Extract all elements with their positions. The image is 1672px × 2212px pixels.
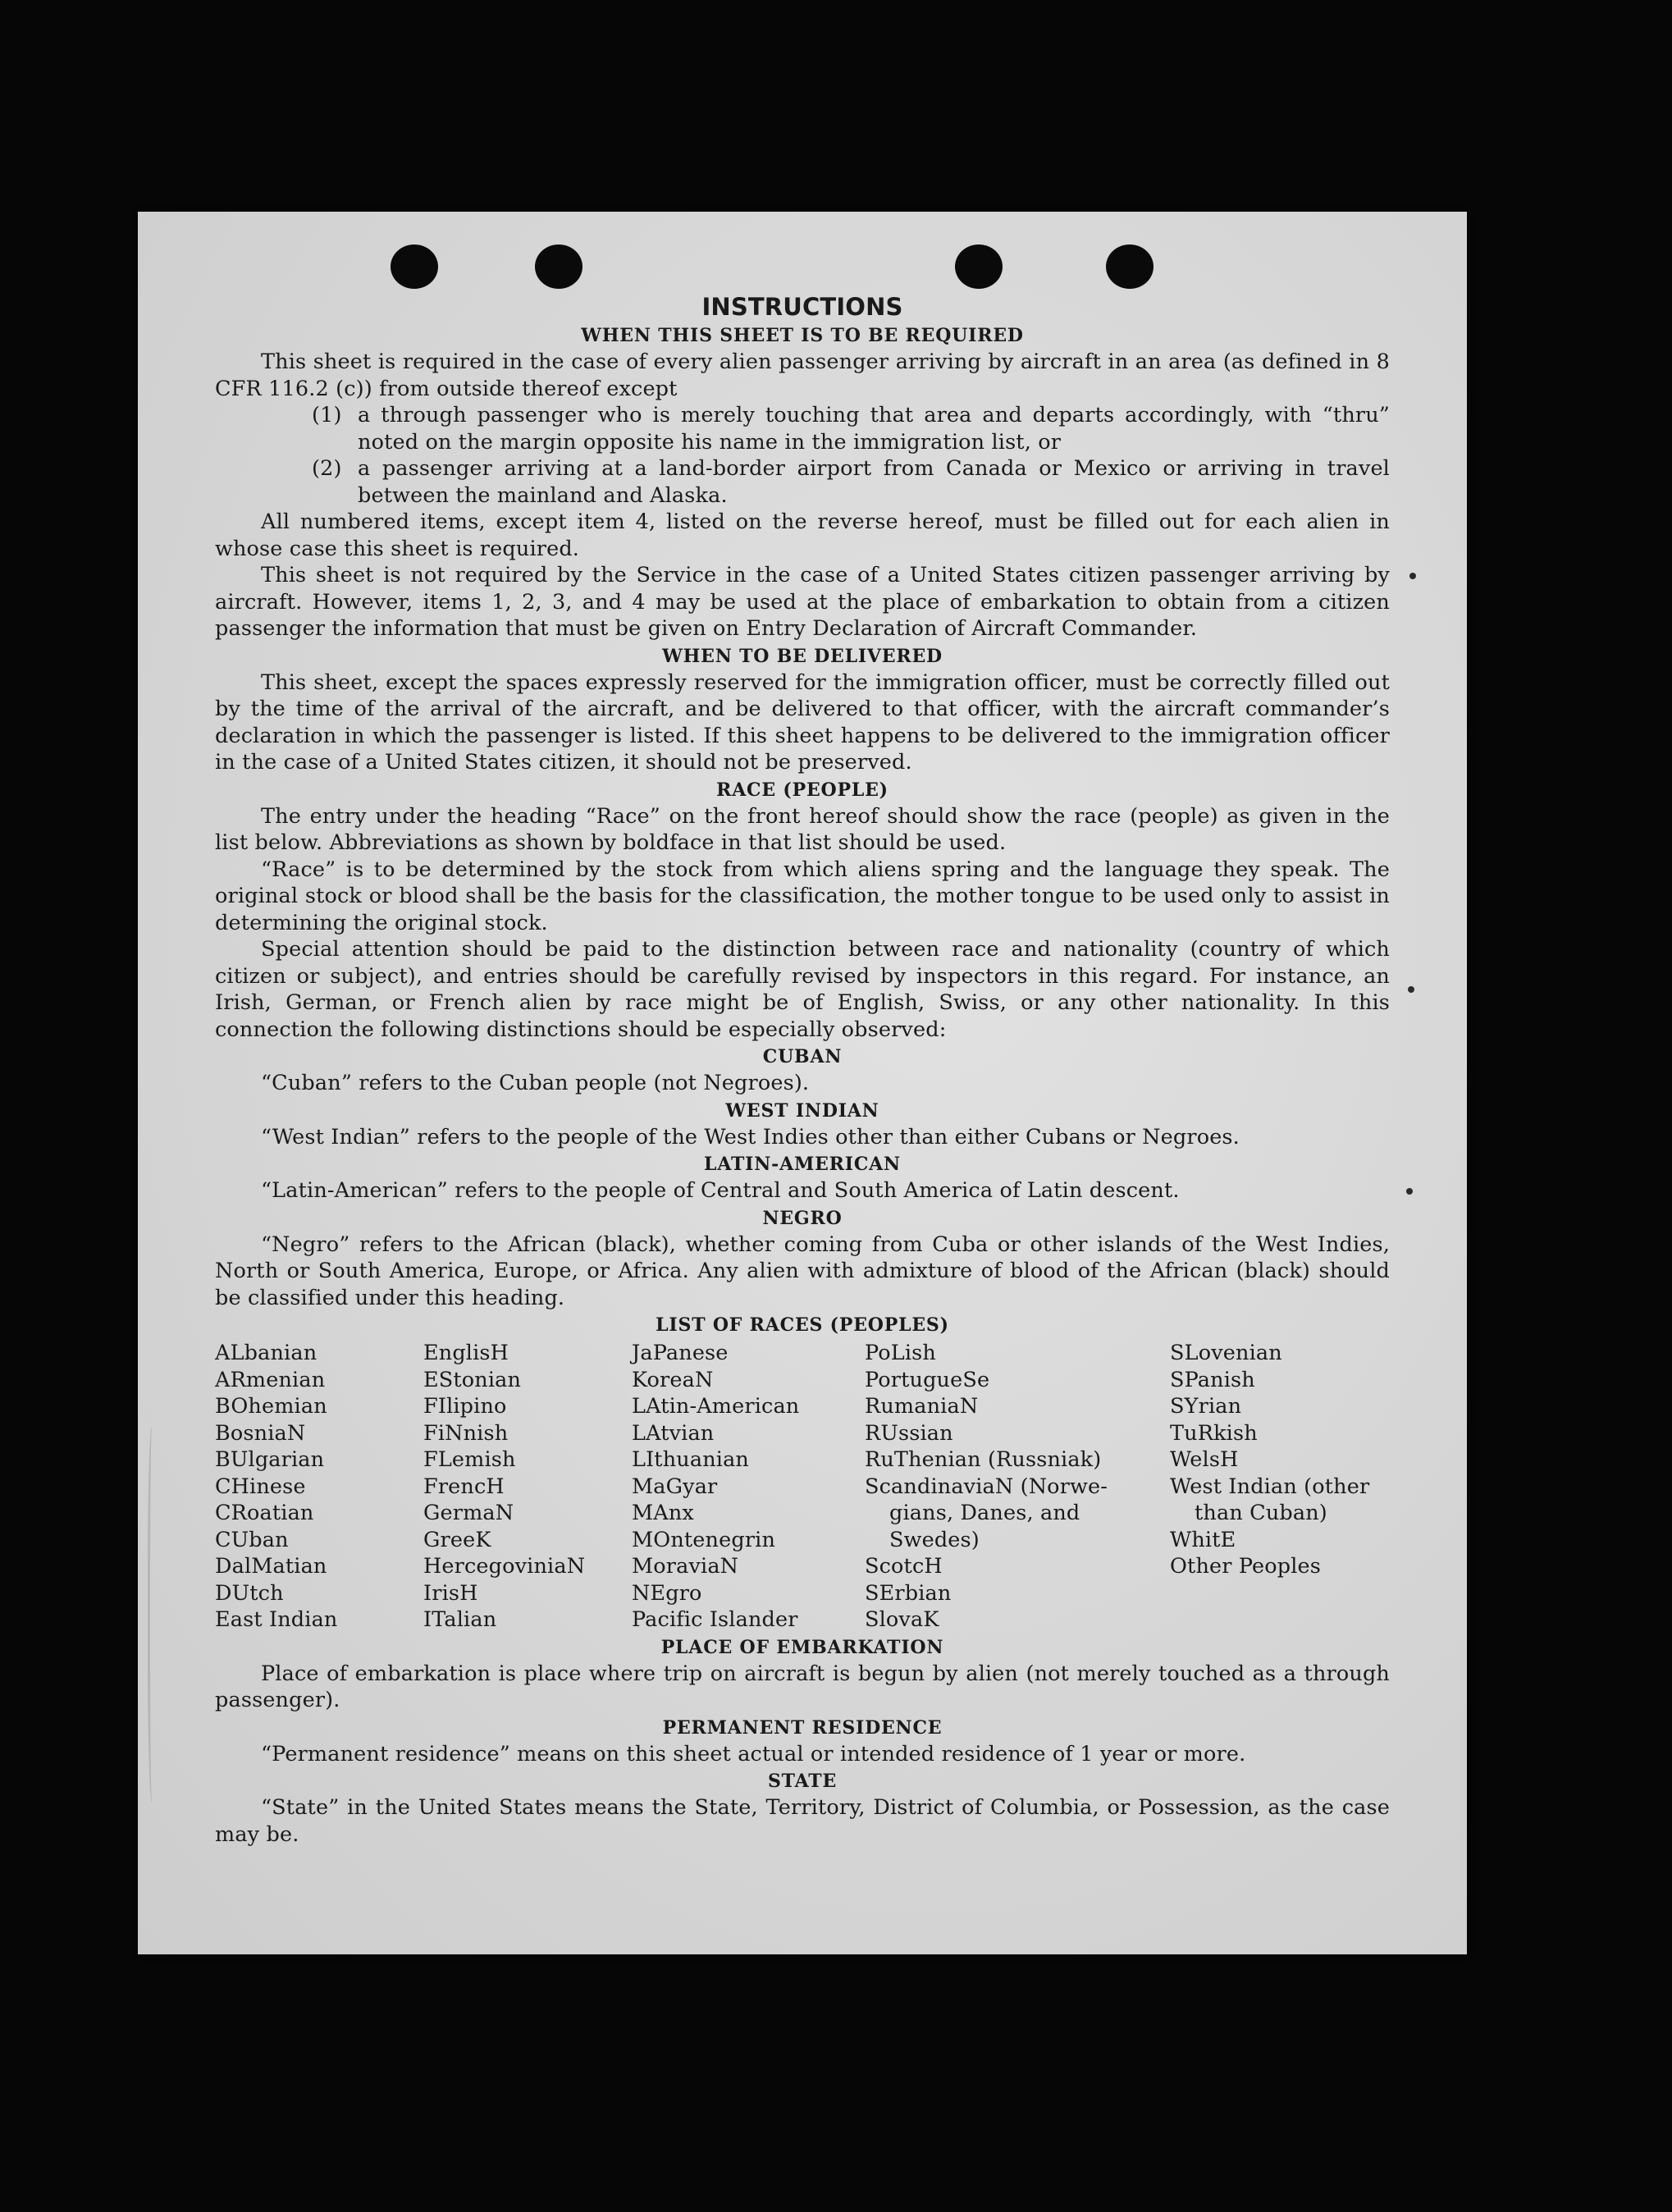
- race-entry: RumaniaN: [865, 1394, 979, 1419]
- race-entry: LAtvian: [632, 1420, 715, 1446]
- race-entry: CHinese: [215, 1474, 306, 1499]
- race-entry: EStonian: [423, 1367, 522, 1392]
- race-entry: Swedes): [889, 1527, 980, 1552]
- race-entry: ScandinaviaN (Norwe-: [865, 1474, 1108, 1499]
- race-entry: SLovenian: [1170, 1341, 1282, 1365]
- ink-speck: [1406, 1188, 1413, 1195]
- race-entry: SYrian: [1170, 1394, 1242, 1419]
- race-entry: FLemish: [423, 1447, 516, 1472]
- race-entry: LAtin-American: [632, 1394, 800, 1419]
- race-entry: FIlipino: [423, 1394, 507, 1419]
- race-entry: RUssian: [865, 1420, 953, 1446]
- latin-american-text: “Latin-American” refers to the people of Central and South America of Latin descent.: [261, 1178, 1180, 1203]
- race-entry: JaPanese: [632, 1341, 729, 1365]
- state-text: “State” in the United States means the State, Territory, District of Columbia, or Possession, as the case may be.: [215, 1795, 1390, 1847]
- section-heading-cuban: CUBAN: [762, 1046, 843, 1067]
- race-entry: SlovaK: [865, 1607, 939, 1632]
- race-entry: FrencH: [423, 1474, 505, 1499]
- races-column: [632, 1340, 865, 1634]
- race-entry: EnglisH: [423, 1341, 509, 1365]
- race-entry: MaGyar: [632, 1474, 718, 1499]
- exception-text: a passenger arriving at a land-border airport from Canada or Mexico or arriving in travel between the mainland and Alaska.: [358, 456, 1390, 508]
- ink-speck: [1408, 986, 1414, 993]
- race-entry: KoreaN: [632, 1367, 714, 1392]
- exception-number: (2): [312, 456, 342, 481]
- races-column: [423, 1340, 632, 1634]
- race-entry: HercegoviniaN: [423, 1554, 586, 1579]
- exception-item: [215, 402, 1390, 455]
- race-entry: LIthuanian: [632, 1447, 750, 1472]
- citizen-paragraph: This sheet is not required by the Service in the case of a United States citizen passenger arriving by aircraft. However, items 1, 2, 3, and 4 may be used at the place of embarkation to obtain from a citizen passenger the information that must be given on Entry Declaration of Aircraft Commander.: [215, 563, 1390, 641]
- race-entry: than Cuban): [1195, 1501, 1327, 1525]
- residence-text: “Permanent residence” means on this sheet actual or intended residence of 1 year or more.: [261, 1741, 1246, 1766]
- race-entry: Pacific Islander: [632, 1607, 798, 1632]
- race-entry: GreeK: [423, 1527, 491, 1552]
- exception-item: [215, 455, 1390, 509]
- race-entry: GermaN: [423, 1501, 514, 1525]
- page-title: INSTRUCTIONS: [701, 293, 903, 321]
- section-heading-races-list: LIST OF RACES (PEOPLES): [656, 1314, 949, 1336]
- race-entry: BosniaN: [215, 1420, 306, 1446]
- race-entry: RuThenian (Russniak): [865, 1447, 1102, 1472]
- race-entry: ALbanian: [215, 1341, 317, 1365]
- race-entry: MoraviaN: [632, 1554, 739, 1579]
- race-entry: CRoatian: [215, 1501, 314, 1525]
- punch-hole: [535, 245, 582, 289]
- race-entry: MAnx: [632, 1501, 694, 1525]
- race-entry: MOntenegrin: [632, 1527, 776, 1552]
- race-entry: WhitE: [1170, 1527, 1236, 1552]
- race-entry: gians, Danes, and: [889, 1501, 1080, 1525]
- race-entry: ScotcH: [865, 1554, 943, 1579]
- race-paragraph-3: Special attention should be paid to the distinction between race and nationality (country of which citizen or subject), and entries should be carefully revised by inspectors in this regard. For instance, an Irish, German, or French alien by race might be of English, Swiss, or any other nationality. In this connection the following distinctions should be especially observed:: [215, 937, 1390, 1042]
- race-entry: PoLish: [865, 1341, 936, 1365]
- race-entry: DUtch: [215, 1580, 284, 1606]
- race-entry: PortugueSe: [865, 1367, 990, 1392]
- cuban-text: “Cuban” refers to the Cuban people (not Negroes).: [261, 1071, 810, 1095]
- race-entry: West Indian (other: [1170, 1474, 1370, 1499]
- instructions-text: [215, 292, 1390, 1848]
- race-entry: TuRkish: [1170, 1420, 1258, 1446]
- exception-number: (1): [312, 403, 342, 427]
- races-column: [215, 1340, 423, 1634]
- race-entry: ITalian: [423, 1607, 497, 1632]
- ink-speck: [1409, 573, 1416, 579]
- race-entry: BUlgarian: [215, 1447, 325, 1472]
- race-entry: FiNnish: [423, 1420, 509, 1446]
- exception-text: a through passenger who is merely touching that area and departs accordingly, with “thru” noted on the margin opposite his name in the immigration list, or: [358, 403, 1390, 455]
- race-entry: Other Peoples: [1170, 1554, 1322, 1579]
- section-heading-state: STATE: [767, 1771, 838, 1792]
- race-entry: BOhemian: [215, 1394, 327, 1419]
- section-heading-race: RACE (PEOPLE): [716, 779, 889, 801]
- races-column: [865, 1340, 1170, 1634]
- race-entry: East Indian: [215, 1607, 338, 1632]
- west-indian-text: “West Indian” refers to the people of the West Indies other than either Cubans or Negroes.: [261, 1124, 1240, 1149]
- negro-text: “Negro” refers to the African (black), whether coming from Cuba or other islands of the West Indies, North or South America, Europe, or Africa. Any alien with admixture of blood of the African (black) should be classified under this heading.: [215, 1232, 1390, 1310]
- section-heading-embarkation: PLACE OF EMBARKATION: [660, 1636, 944, 1658]
- section-heading-residence: PERMANENT RESIDENCE: [662, 1716, 943, 1739]
- race-entry: SErbian: [865, 1580, 952, 1606]
- race-entry: SPanish: [1170, 1367, 1255, 1392]
- punch-hole: [955, 245, 1003, 289]
- race-entry: CUban: [215, 1527, 289, 1552]
- race-entry: WelsH: [1170, 1447, 1239, 1472]
- section-heading-when-delivered: WHEN TO BE DELIVERED: [662, 645, 943, 667]
- when-required-intro: This sheet is required in the case of every alien passenger arriving by aircraft in an area (as defined in 8 CFR 116.2 (c)) from outside thereof except: [215, 350, 1390, 401]
- race-entry: DalMatian: [215, 1554, 327, 1579]
- race-paragraph-1: The entry under the heading “Race” on the front hereof should show the race (people) as given in the list below. Abbreviations as shown by boldface in that list should be used.: [215, 803, 1390, 855]
- section-heading-latin-american: LATIN-AMERICAN: [704, 1154, 901, 1175]
- race-paragraph-2: “Race” is to be determined by the stock from which aliens spring and the language they speak. The original stock or blood shall be the basis for the classification, the mother tongue to be used only to assist in determining the original stock.: [215, 857, 1390, 935]
- punch-hole: [391, 245, 438, 289]
- race-entry: ARmenian: [215, 1367, 326, 1392]
- paper-fold-mark: [148, 1426, 158, 1803]
- section-heading-negro: NEGRO: [762, 1207, 843, 1229]
- section-heading-when-required: WHEN THIS SHEET IS TO BE REQUIRED: [581, 325, 1024, 346]
- race-entry: IrisH: [423, 1580, 478, 1606]
- when-delivered-text: This sheet, except the spaces expressly reserved for the immigration officer, must be correctly filled out by the time of the arrival of the aircraft, and be delivered to that officer, with the aircraft commander’s declaration in which the passenger is listed. If this sheet happens to be delivered to the immigration officer in the case of a United States citizen, it should not be preserved.: [215, 670, 1390, 775]
- numbered-items-paragraph: All numbered items, except item 4, listed on the reverse hereof, must be filled out for each alien in whose case this sheet is required.: [215, 510, 1390, 561]
- races-list: [215, 1340, 1390, 1634]
- races-column: [1170, 1340, 1390, 1634]
- race-entry: NEgro: [632, 1580, 702, 1606]
- embarkation-text: Place of embarkation is place where trip on aircraft is begun by alien (not merely touched as a through passenger).: [215, 1661, 1390, 1712]
- document-page: [138, 212, 1467, 1954]
- section-heading-west-indian: WEST INDIAN: [725, 1099, 879, 1122]
- punch-hole: [1106, 245, 1153, 289]
